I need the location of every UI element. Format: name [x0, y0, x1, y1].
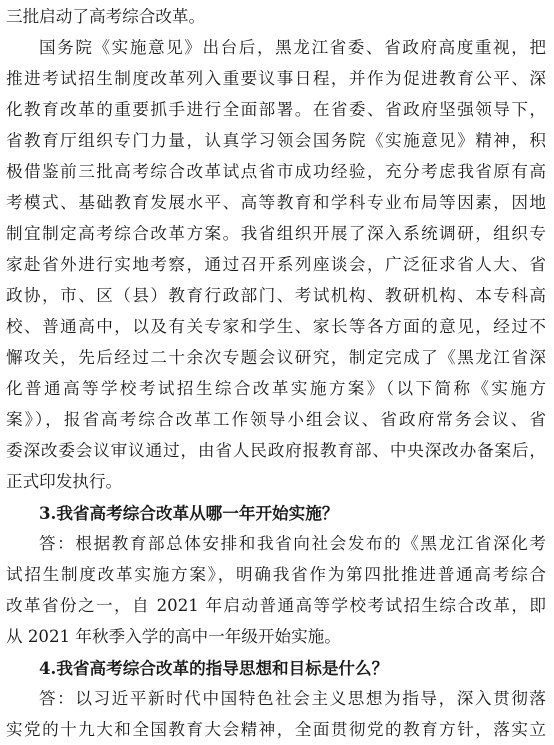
paragraph-line: 改革省份之一，自 2021 年启动普通高等学校考试招生综合改革，即 — [6, 596, 546, 615]
paragraph-line: 三批启动了高考综合改革。 — [6, 7, 206, 26]
paragraph-line: 推进考试招生制度改革列入重要议事日程，并作为促进教育公平、深 — [6, 69, 546, 88]
paragraph-line: 考模式、基础教育发展水平、高等教育和学科专业布局等因素，因地 — [6, 193, 546, 212]
paragraph-line: 委深改委会议审议通过，由省人民政府报教育部、中央深改办备案后， — [6, 441, 546, 460]
paragraph-line: 实党的十九大和全国教育大会精神，全面贯彻党的教育方针，落实立 — [6, 720, 546, 739]
paragraph-line: 懈攻关，先后经过二十余次专题会议研究，制定完成了《黑龙江省深 — [6, 348, 546, 367]
paragraph-line: 化教育改革的重要抓手进行全面部署。在省委、省政府坚强领导下， — [6, 100, 546, 119]
paragraph-line: 制宜制定高考综合改革方案。我省组织开展了深入系统调研，组织专 — [6, 224, 546, 243]
paragraph-line: 试招生制度改革实施方案》，明确我省作为第四批推进普通高考综合 — [6, 565, 546, 584]
paragraph-line: 正式印发执行。 — [6, 472, 123, 491]
paragraph-line: 省教育厅组织专门力量，认真学习领会国务院《实施意见》精神，积 — [6, 131, 546, 150]
paragraph-line: 家赴省外进行实地考察，通过召开系列座谈会，广泛征求省人大、省 — [6, 255, 546, 274]
paragraph-line: 校、普通高中，以及有关专家和学生、家长等各方面的意见，经过不 — [6, 317, 546, 336]
paragraph-line: 国务院《实施意见》出台后，黑龙江省委、省政府高度重视，把 — [39, 38, 546, 57]
paragraph-line: 答：以习近平新时代中国特色社会主义思想为指导，深入贯彻落 — [39, 689, 546, 708]
paragraph-line: 政协，市、区（县）教育行政部门、考试机构、教研机构、本专科高 — [6, 286, 546, 305]
section-heading: 4.我省高考综合改革的指导思想和目标是什么？ — [39, 658, 389, 678]
paragraph-line: 化普通高等学校考试招生综合改革实施方案》（以下简称《实施方 — [6, 379, 546, 398]
paragraph-line: 案》），报省高考综合改革工作领导小组会议、省政府常务会议、省 — [6, 410, 546, 429]
section-heading: 3.我省高考综合改革从哪一年开始实施？ — [39, 503, 339, 523]
paragraph-line: 答：根据教育部总体安排和我省向社会发布的《黑龙江省深化考 — [39, 534, 546, 553]
paragraph-line: 极借鉴前三批高考综合改革试点省市成功经验，充分考虑我省原有高 — [6, 162, 546, 181]
paragraph-line: 从 2021 年秋季入学的高中一年级开始实施。 — [6, 627, 341, 646]
